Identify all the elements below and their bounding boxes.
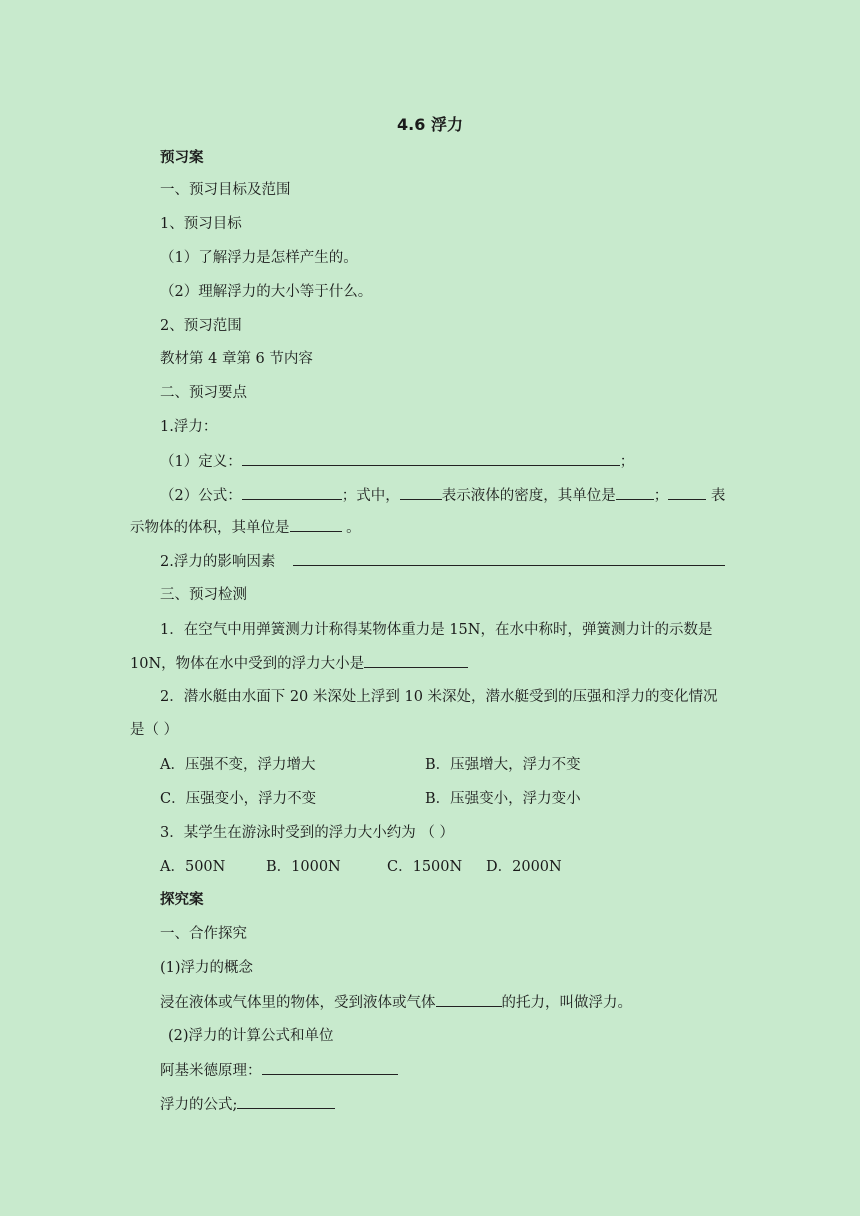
formula-blank[interactable]: [242, 485, 342, 500]
formula-line: [160, 485, 725, 506]
goal-heading: 1、预习目标: [160, 216, 242, 232]
question-3-option-a[interactable]: A．500N: [160, 859, 226, 875]
formula-line2a: 示物体的体积，其单位是: [130, 520, 290, 536]
question-2-option-c[interactable]: C．压强变小，浮力不变: [160, 791, 317, 807]
question-1-line1: 1．在空气中用弹簧测力计称得某物体重力是 15N，在水中称时，弹簧测力计的示数是: [160, 622, 713, 638]
point-2: 2.浮力的影响因素: [160, 554, 276, 570]
definition-blank[interactable]: [242, 451, 620, 466]
question-2-line2: 是（ ）: [130, 722, 179, 738]
archimedes-label: 阿基米德原理：: [160, 1063, 262, 1079]
formula-line2b: 。: [346, 520, 361, 536]
formula-end: 表: [710, 488, 726, 504]
range-heading: 2、预习范围: [160, 318, 242, 334]
concept-blank[interactable]: [436, 992, 502, 1007]
question-2-option-a[interactable]: A．压强不变，浮力增大: [160, 757, 316, 773]
question-3-option-c[interactable]: C．1500N: [387, 859, 463, 875]
question-2-line1: 2．潜水艇由水面下 20 米深处上浮到 10 米深处，潜水艇受到的压强和浮力的变化情况: [160, 689, 718, 705]
question-1-text: 10N，物体在水中受到的浮力大小是: [130, 656, 365, 672]
preview-section3: 三、预习检测: [160, 587, 247, 603]
definition-end: ；: [619, 454, 635, 470]
goal-item-1: （1）了解浮力是怎样产生的。: [160, 250, 358, 266]
buoyancy-formula-blank[interactable]: [237, 1094, 335, 1109]
question-1-line2: [130, 653, 468, 674]
range-text: 教材第 4 章第 6 节内容: [160, 351, 313, 367]
definition-label: （1）定义：: [160, 454, 242, 470]
preview-section2: 二、预习要点: [160, 385, 247, 401]
concept-line: [160, 992, 632, 1013]
formula-mid2: 表示液体的密度，其单位是: [441, 488, 616, 504]
question-1-blank[interactable]: [364, 653, 468, 668]
document-title: 4.6 浮力: [397, 115, 463, 134]
buoyancy-formula-line: [160, 1094, 335, 1115]
influence-blank[interactable]: [293, 551, 725, 566]
archimedes-line: [160, 1060, 398, 1081]
point-1: 1.浮力：: [160, 419, 218, 435]
formula-line-2: [130, 517, 361, 538]
concept-heading: (1)浮力的概念: [160, 960, 254, 976]
formula-mid1: ；式中，: [341, 488, 400, 504]
influence-line: [160, 551, 725, 572]
formula-heading: (2)浮力的计算公式和单位: [168, 1028, 334, 1044]
buoyancy-formula-label: 浮力的公式;: [160, 1097, 238, 1113]
volume-unit-blank[interactable]: [290, 517, 342, 532]
question-3-option-d[interactable]: D．2000N: [486, 859, 562, 875]
formula-mid3: ；: [653, 488, 669, 504]
explore-heading: 探究案: [160, 892, 204, 908]
concept-text-b: 的托力，叫做浮力。: [501, 995, 632, 1011]
density-symbol-blank[interactable]: [400, 485, 442, 500]
question-2-option-d[interactable]: B．压强变小，浮力变小: [425, 791, 581, 807]
question-2-option-b[interactable]: B．压强增大，浮力不变: [425, 757, 581, 773]
preview-section1: 一、预习目标及范围: [160, 182, 291, 198]
preview-heading: 预习案: [160, 150, 204, 166]
volume-symbol-blank[interactable]: [668, 485, 706, 500]
definition-line: [160, 451, 634, 472]
explore-section1: 一、合作探究: [160, 926, 247, 942]
archimedes-blank[interactable]: [262, 1060, 398, 1075]
question-3: 3．某学生在游泳时受到的浮力大小约为 （ ）: [160, 825, 454, 841]
question-3-option-b[interactable]: B．1000N: [266, 859, 341, 875]
formula-label: （2）公式：: [160, 488, 242, 504]
goal-item-2: （2）理解浮力的大小等于什么。: [160, 284, 373, 300]
density-unit-blank[interactable]: [616, 485, 654, 500]
concept-text-a: 浸在液体或气体里的物体，受到液体或气体: [160, 995, 436, 1011]
